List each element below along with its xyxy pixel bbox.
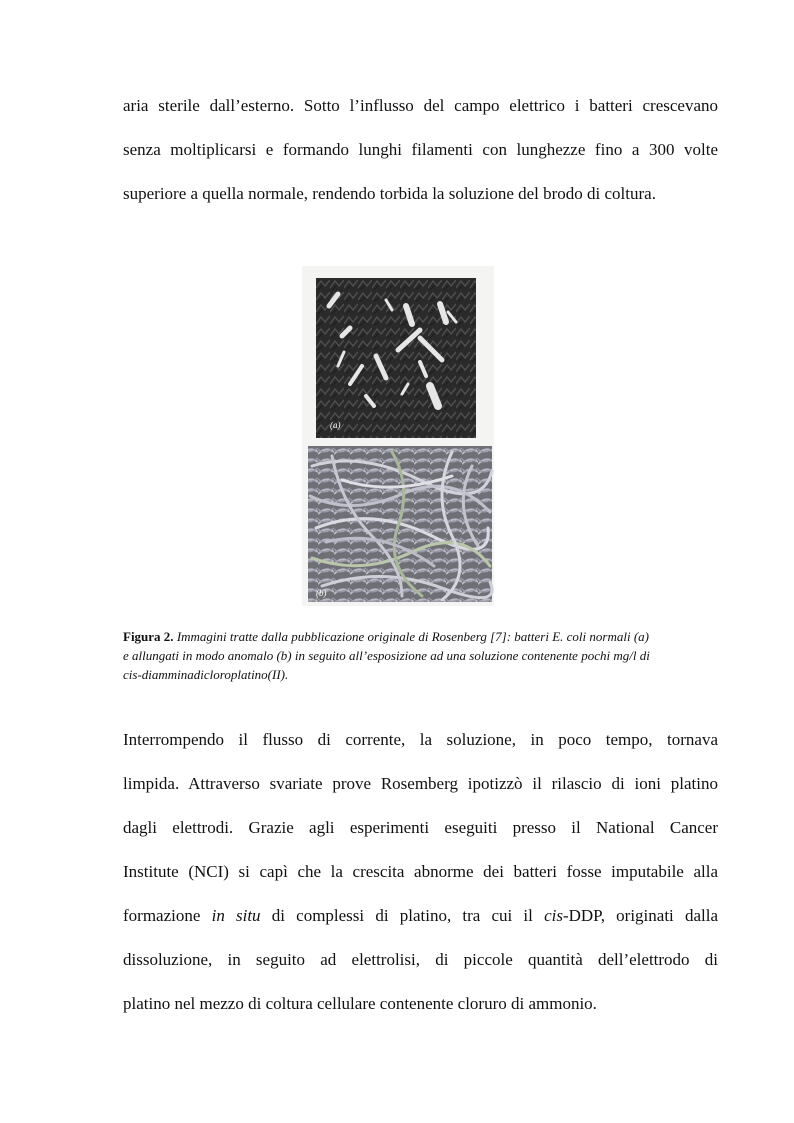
caption-line — [123, 646, 719, 665]
caption-text: e allungati in modo anomalo (b) in seguito all’esposizione ad una soluzione contenente pochi mg/l di — [123, 648, 650, 663]
paragraph-line — [123, 894, 718, 938]
emphasis-in-situ: in situ — [211, 906, 261, 925]
figure-image — [302, 266, 494, 606]
caption-text: cis-diamminadicloroplatino(II). — [123, 667, 289, 682]
caption-label: Figura 2. — [123, 629, 174, 644]
caption-line — [123, 627, 719, 646]
text-run: -DDP, originati dalla — [562, 906, 718, 925]
paragraph-line: platino nel mezzo di coltura cellulare contenente cloruro di ammonio. — [123, 994, 597, 1013]
caption-line — [123, 665, 719, 684]
paragraph-line: Institute (NCI) si capì che la crescita abnorme dei batteri fosse imputabile alla — [123, 862, 718, 881]
paragraph-intro — [123, 84, 718, 216]
paragraph-line: senza moltiplicarsi e formando lunghi filamenti con lunghezze fino a 300 volte — [123, 140, 718, 159]
paragraph-line: dagli elettrodi. Grazie agli esperimenti eseguiti presso il National Cancer — [123, 818, 718, 837]
panel-a-label: (a) — [330, 420, 341, 430]
paragraph-body — [123, 718, 718, 1026]
panel-a — [316, 278, 476, 438]
paragraph-line: Interrompendo il flusso di corrente, la soluzione, in poco tempo, tornava — [123, 730, 718, 749]
paragraph-line: dissoluzione, in seguito ad elettrolisi, di piccole quantità dell’elettrodo di — [123, 950, 718, 969]
figure-caption — [123, 627, 719, 684]
figure-micrographs — [302, 266, 494, 606]
text-run: formazione — [123, 906, 212, 925]
emphasis-cis: cis — [544, 906, 563, 925]
caption-text: Immagini tratte dalla pubblicazione originale di Rosenberg [7]: batteri E. coli normali (a) — [176, 629, 649, 644]
text-run: di complessi di platino, tra cui il — [260, 906, 545, 925]
paragraph-line: superiore a quella normale, rendendo torbida la soluzione del brodo di coltura. — [123, 184, 656, 203]
panel-b-label: (b) — [316, 588, 327, 598]
paragraph-line: aria sterile dall’esterno. Sotto l’influsso del campo elettrico i batteri crescevano — [123, 96, 718, 115]
panel-b — [308, 446, 492, 602]
paragraph-line: limpida. Attraverso svariate prove Rosemberg ipotizzò il rilascio di ioni platino — [123, 774, 718, 793]
